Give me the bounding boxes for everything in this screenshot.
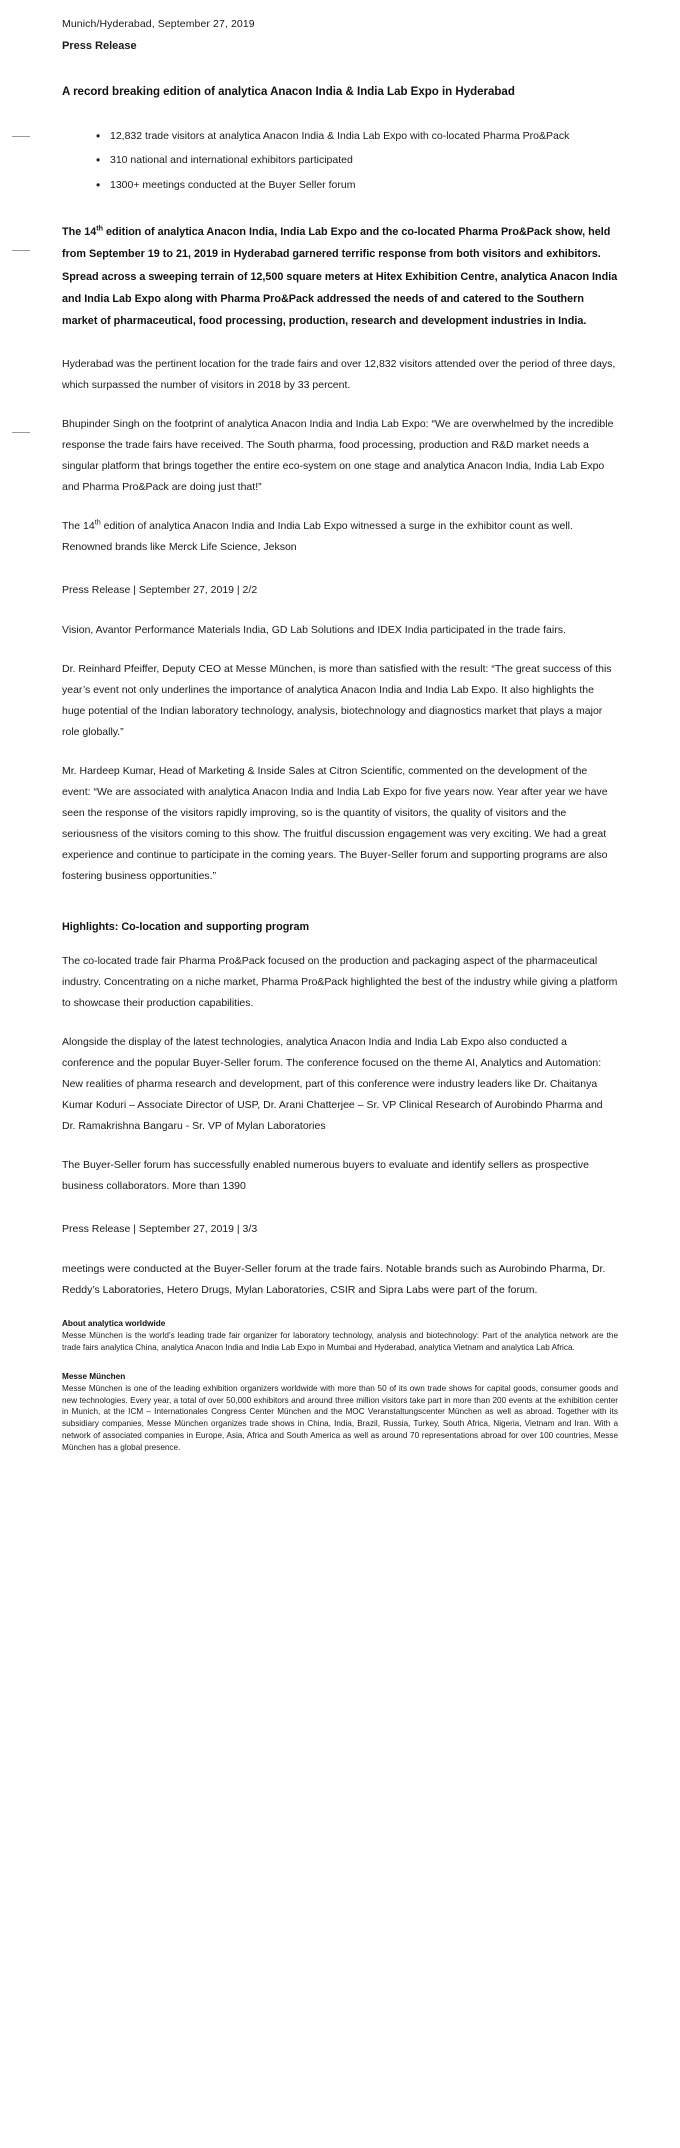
key-facts-list bbox=[62, 126, 618, 195]
paragraph-participants: Vision, Avantor Performance Materials India, GD Lab Solutions and IDEX India participated in the trade fairs. bbox=[62, 623, 566, 636]
page-footer-3: Press Release | September 27, 2019 | 3/3 bbox=[62, 1222, 258, 1235]
paragraph-conference: Alongside the display of the latest technologies, analytica Anacon India and India Lab Expo also conducted a conference and the popular Buyer-Seller forum. The conference focused on the theme AI, Analytics and Automation: New realities of pharma research and development, part of this conference were industry leaders like Dr. Chaitanya Kumar Koduri – Associate Director of USP, Dr. Arani Chatterjee – Sr. VP Clinical Research of Aurobindo Pharma and Dr. Ramakrishna Bangaru - Sr. VP of Mylan Laboratories bbox=[62, 1035, 603, 1132]
margin-marks bbox=[12, 0, 42, 2148]
paragraph-quote-pfeiffer: Dr. Reinhard Pfeiffer, Deputy CEO at Messe München, is more than satisfied with the result: “The great success of this year’s event not only underlines the importance of analytica Anacon India and India Lab Expo. It also highlights the huge potential of the Indian laboratory technology, analysis, biotechnology and diagnostics market that plays a major role globally.” bbox=[62, 662, 612, 738]
list-item: • 1300+ meetings conducted at the Buyer Seller forum bbox=[96, 175, 618, 195]
paragraph-quote-bhupinder: Bhupinder Singh on the footprint of analytica Anacon India and India Lab Expo: “We are overwhelmed by the incredible response the trade fairs have received. The South pharma, food processing, production and R&D market needs a singular platform that brings together the entire eco-system on one stage and analytica Anacon India, India Lab Expo and Pharma Pro&Pack are doing just that!” bbox=[62, 417, 614, 493]
page-footer-2: Press Release | September 27, 2019 | 2/2 bbox=[62, 583, 258, 596]
page-title: A record breaking edition of analytica Anacon India & India Lab Expo in Hyderabad bbox=[62, 86, 515, 98]
press-release-label: Press Release bbox=[62, 40, 137, 52]
paragraph-pharma-propack: The co-located trade fair Pharma Pro&Pack focused on the production and packaging aspect of the pharmaceutical industry. Concentrating on a niche market, Pharma Pro&Pack highlighted the best of the industry while giving a platform to showcase their production capabilities. bbox=[62, 954, 618, 1009]
about-analytica-block bbox=[62, 1319, 618, 1354]
margin-mark bbox=[12, 250, 30, 251]
paragraph-exhibitor-surge bbox=[62, 516, 618, 558]
list-item: • 12,832 trade visitors at analytica Anacon India & India Lab Expo with co-located Pharma Pro&Pack bbox=[96, 126, 618, 146]
margin-mark bbox=[12, 136, 30, 137]
lead-paragraph-part2: edition of analytica Anacon India, India Lab Expo and the co-located Pharma Pro&Pack show, held from September 19 to 21, 2019 in Hyderabad garnered terrific response from both visitors and exhibitors. Spread across a sweeping terrain of 12,500 square meters at Hitex Exhibition Centre, analytica Anacon India and India Lab Expo along with Pharma Pro&Pack addressed the needs of and catered to the Southern market of pharmaceutical, food processing, production, research and development industries in India. bbox=[62, 226, 618, 327]
about-analytica-text: Messe München is the world’s leading trade fair organizer for laboratory technology, analysis and biotechnology: Part of the analytica network are the trade fairs analytica China, analytica Anacon India and India Lab Expo in Mumbai and Hyderabad, analytica Vietnam and analytica Lab Africa. bbox=[62, 1330, 618, 1352]
paragraph-buyer-seller: The Buyer-Seller forum has successfully enabled numerous buyers to evaluate and identify sellers as prospective business collaborators. More than 1390 bbox=[62, 1158, 590, 1192]
about-analytica-title: About analytica worldwide bbox=[62, 1318, 166, 1328]
margin-mark bbox=[12, 432, 30, 433]
lead-paragraph bbox=[62, 221, 618, 332]
about-messe-title: Messe München bbox=[62, 1371, 126, 1381]
paragraph-visitors: Hyderabad was the pertinent location for the trade fairs and over 12,832 visitors attended over the period of three days, which surpassed the number of visitors in 2018 by 33 percent. bbox=[62, 357, 616, 391]
surge-part2: edition of analytica Anacon India and India Lab Expo witnessed a surge in the exhibitor count as well. Renowned brands like Merck Life Science, Jekson bbox=[62, 519, 573, 553]
list-item: • 310 national and international exhibitors participated bbox=[96, 150, 618, 170]
section-heading-highlights: Highlights: Co-location and supporting program bbox=[62, 920, 310, 933]
paragraph-meetings: meetings were conducted at the Buyer-Seller forum at the trade fairs. Notable brands such as Aurobindo Pharma, Dr. Reddy’s Laboratories, Hetero Drugs, Mylan Laboratories, CSIR and Sipra Labs were part of the forum. bbox=[62, 1262, 606, 1296]
ordinal-suffix: th bbox=[94, 517, 101, 527]
dateline: Munich/Hyderabad, September 27, 2019 bbox=[62, 18, 255, 30]
ordinal-suffix: th bbox=[96, 223, 104, 233]
surge-part1: The 14 bbox=[62, 519, 95, 532]
about-messe-block bbox=[62, 1372, 618, 1454]
lead-paragraph-part1: The 14 bbox=[62, 226, 97, 239]
paragraph-quote-kumar: Mr. Hardeep Kumar, Head of Marketing & Inside Sales at Citron Scientific, commented on the development of the event: “We are associated with analytica Anacon India and India Lab Expo for five years now. Year after year we have seen the response of the visitors rapidly improving, so is the quantity of visitors, the quality of visitors and the seriousness of the visitors coming to this show. The fruitful discussion engagement was very exciting. We had a great experience and continue to participate in the coming years. The Buyer-Seller forum and supporting programs are also fostering business opportunities.” bbox=[62, 764, 608, 882]
about-messe-text: Messe München is one of the leading exhibition organizers worldwide with more than 50 of its own trade shows for capital goods, consumer goods and new technologies. Every year, a total of over 50,000 exhibitors and around three million visitors take part in more than 200 events at the exhibition center in Munich, at the ICM – Internationales Congress Center München and the MOC Veranstaltungscenter München as well as abroad. Together with its subsidiary companies, Messe München organizes trade shows in China, India, Brazil, Russia, Turkey, South Africa, Nigeria, Vietnam and Iran. With a network of associated companies in Europe, Asia, Africa and South America as well as around 70 representations abroad for over 100 countries, Messe München has a global presence. bbox=[62, 1383, 618, 1453]
